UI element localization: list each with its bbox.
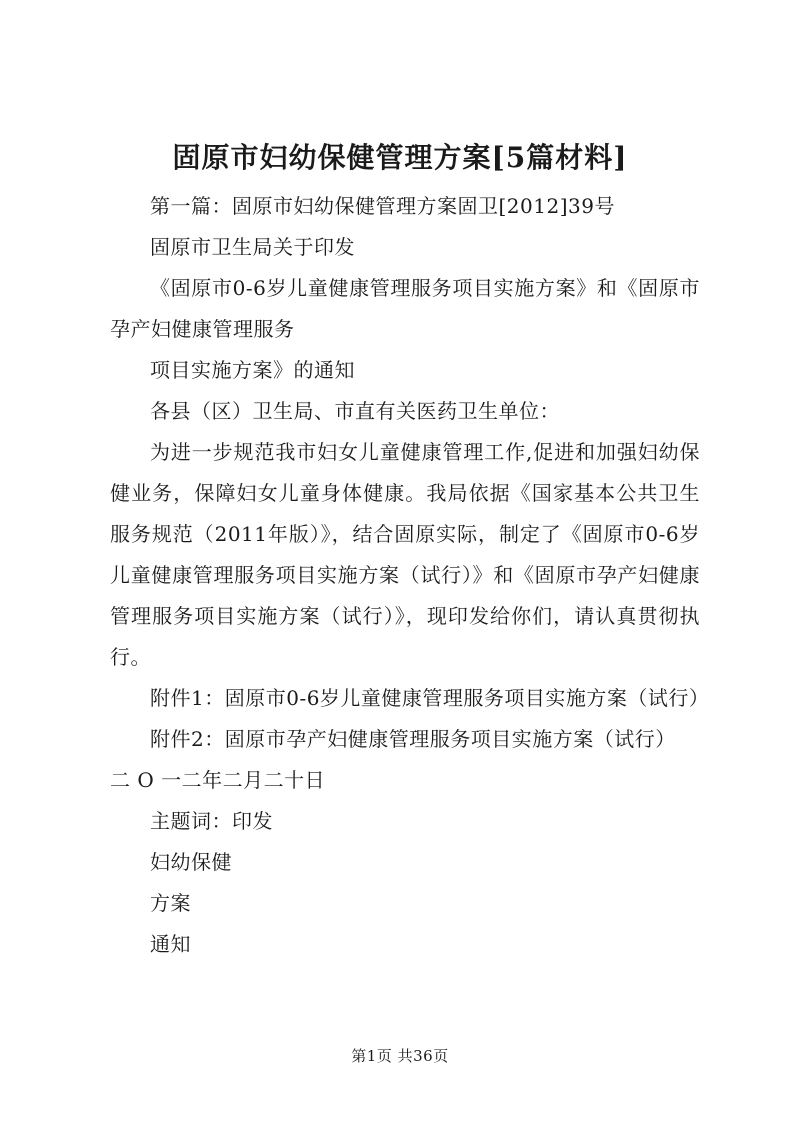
paragraph: 《固原市0-6岁儿童健康管理服务项目实施方案》和《固原市孕产妇健康管理服务 [110, 276, 700, 341]
paragraph: 附件1：固原市0-6岁儿童健康管理服务项目实施方案（试行） [150, 686, 710, 710]
paragraph: 各县（区）卫生局、市直有关医药卫生单位： [150, 399, 560, 423]
paragraph: 附件2：固原市孕产妇健康管理服务项目实施方案（试行） [150, 727, 676, 751]
document-title: 固原市妇幼保健管理方案[5篇材料] [172, 141, 628, 174]
paragraph: 通知 [150, 932, 191, 956]
document-body [110, 186, 710, 965]
paragraph: 第一篇：固原市妇幼保健管理方案固卫[2012]39号 [150, 194, 615, 218]
paragraph: 为进一步规范我市妇女儿童健康管理工作,促进和加强妇幼保健业务，保障妇女儿童身体健康。我局依据《国家基本公共卫生服务规范（2011年版）》，结合固原实际，制定了《固原市0-6岁儿童健康管理服务项目实施方案（试行）》和《固原市孕产妇健康管理服务项目实施方案（试行）》，现印发给你们，请认真贯彻执行。 [110, 440, 700, 669]
paragraph: 项目实施方案》的通知 [150, 358, 355, 382]
paragraph: 主题词：印发 [150, 809, 273, 833]
date-line: 二 O 一二年二月二十日 [110, 768, 326, 792]
paragraph: 妇幼保健 [150, 850, 232, 874]
paragraph: 固原市卫生局关于印发 [150, 235, 355, 259]
page-number-footer: 第1页 共36页 [351, 1047, 449, 1065]
paragraph: 方案 [150, 891, 191, 915]
